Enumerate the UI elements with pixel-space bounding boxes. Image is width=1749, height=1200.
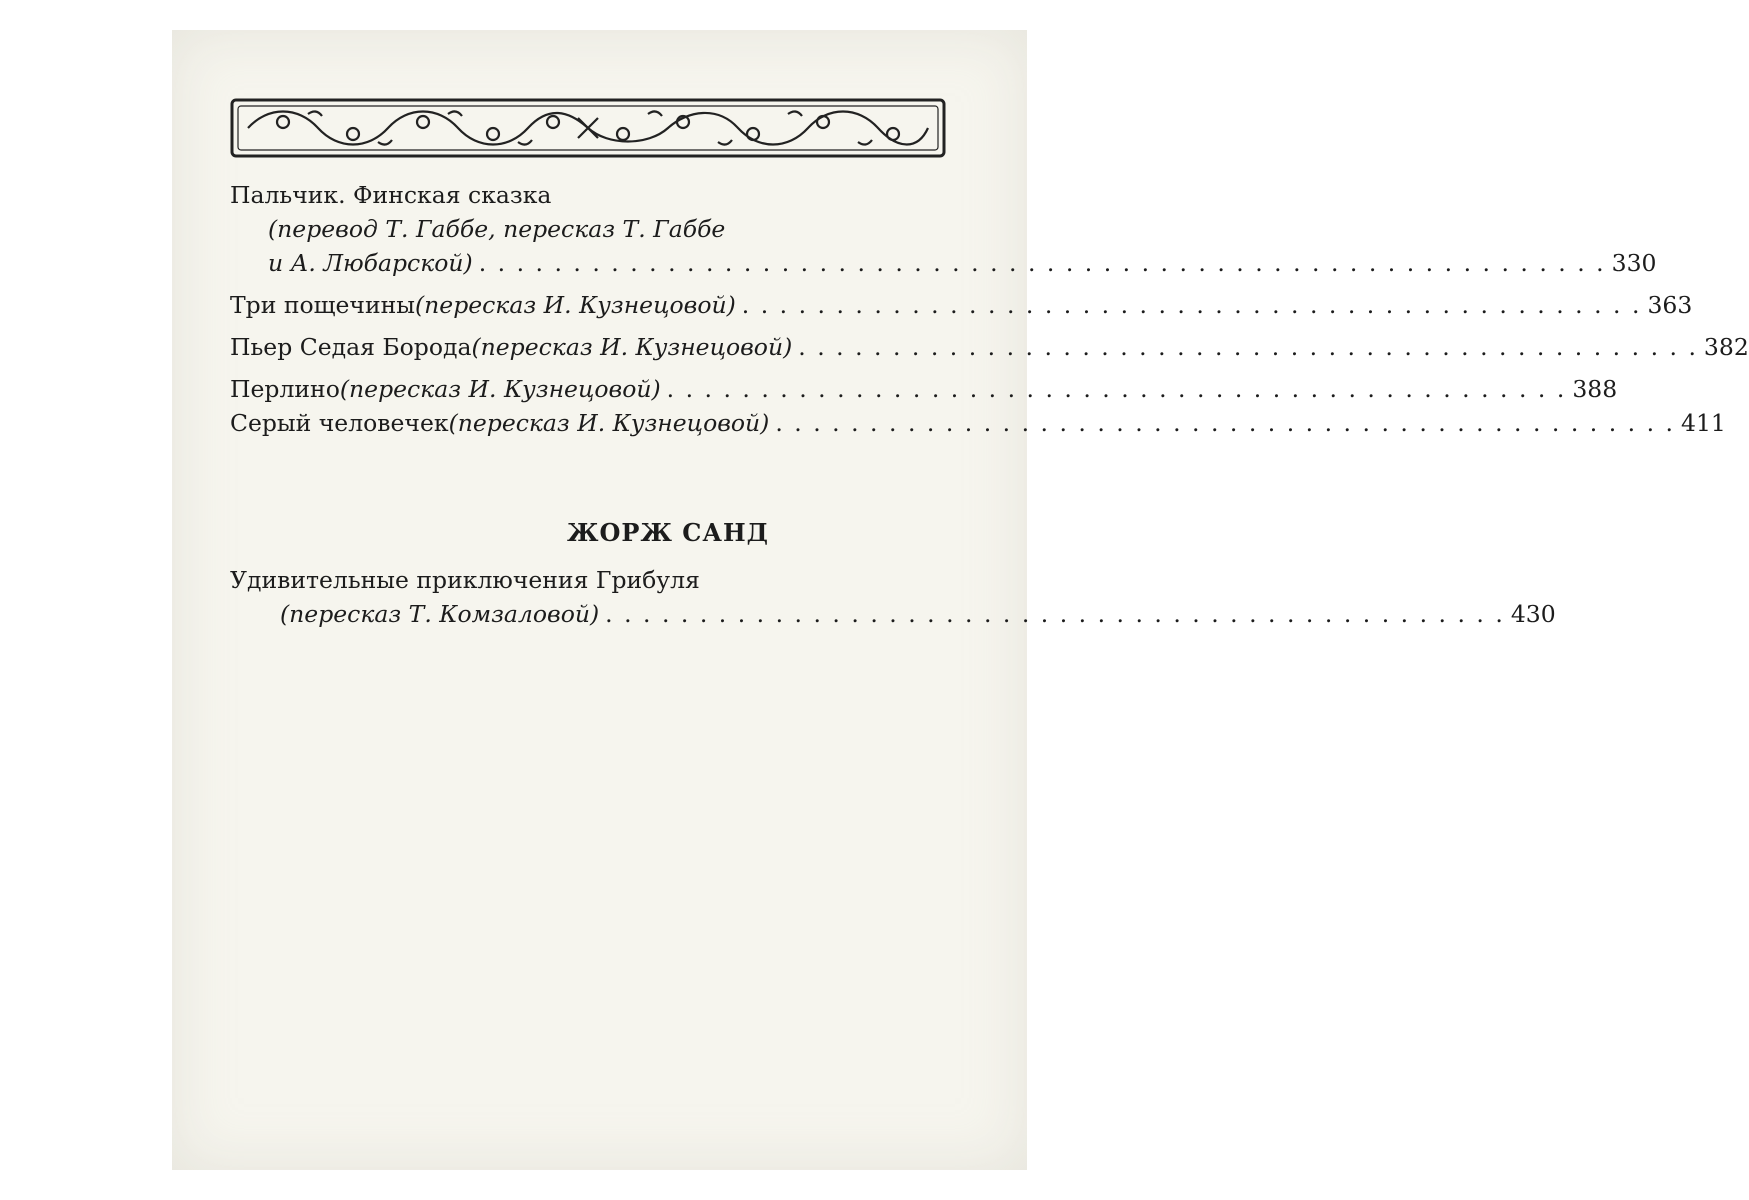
toc-entry-perlino: [230, 372, 1618, 406]
floral-ornament-icon: [228, 92, 948, 164]
author-heading: ЖОРЖ САНД: [567, 518, 769, 547]
entry-title: Пьер Седая Борода: [230, 333, 472, 361]
leader-dots: . . . . . . . . . . . . . . . . . . . . . . . . . . . . . . . . . . . . . . . . . . . . . . . . . . . . . . . . . . . .: [478, 249, 1606, 277]
toc-entry-pier: [230, 330, 1749, 364]
leader-dots: . . . . . . . . . . . . . . . . . . . . . . . . . . . . . . . . . . . . . . . . . . . . . . . .: [775, 409, 1676, 437]
toc-entry-tri-poshchechiny: [230, 288, 1693, 322]
entry-note: (пересказ И. Кузнецовой): [339, 375, 661, 403]
leader-dots: . . . . . . . . . . . . . . . . . . . . . . . . . . . . . . . . . . . . . . . . . . . . . . . .: [605, 600, 1505, 628]
entry-title: Серый человечек: [230, 409, 449, 437]
toc-entry-palchik-line3: [230, 246, 1657, 280]
entry-note: и А. Любарской): [268, 249, 473, 277]
entry-note: (пересказ И. Кузнецовой): [414, 291, 736, 319]
toc-entry-gribul: [230, 563, 946, 597]
entry-title: Удивительные приключения Грибуля: [230, 566, 700, 594]
page-number: 363: [1647, 291, 1693, 319]
toc-entry-seryi: [230, 406, 1726, 440]
page-number: 430: [1510, 600, 1556, 628]
toc-entry-palchik: [230, 178, 946, 212]
entry-title: Три пощечины: [230, 291, 415, 319]
entry-note: (пересказ Т. Комзаловой): [280, 600, 600, 628]
page-number: 388: [1572, 375, 1618, 403]
entry-note: (перевод Т. Габбе, пересказ Т. Габбе: [268, 215, 726, 243]
toc-entry-gribul-line2: [230, 597, 1556, 631]
entry-title: Пальчик. Финская сказка: [230, 181, 552, 209]
page-number: 382: [1703, 333, 1749, 361]
table-of-contents: [230, 178, 1749, 440]
entry-note: (пересказ И. Кузнецовой): [448, 409, 770, 437]
toc-entry-palchik-line2: [230, 212, 946, 246]
table-of-contents-sand: [230, 563, 1556, 631]
page-number: 330: [1611, 249, 1657, 277]
leader-dots: . . . . . . . . . . . . . . . . . . . . . . . . . . . . . . . . . . . . . . . . . . . . . . . .: [798, 333, 1698, 361]
entry-note: (пересказ И. Кузнецовой): [471, 333, 793, 361]
leader-dots: . . . . . . . . . . . . . . . . . . . . . . . . . . . . . . . . . . . . . . . . . . . . . . . .: [741, 291, 1642, 319]
entry-title: Перлино: [230, 375, 340, 403]
page-number: 411: [1681, 409, 1726, 437]
leader-dots: . . . . . . . . . . . . . . . . . . . . . . . . . . . . . . . . . . . . . . . . . . . . . . . .: [666, 375, 1567, 403]
